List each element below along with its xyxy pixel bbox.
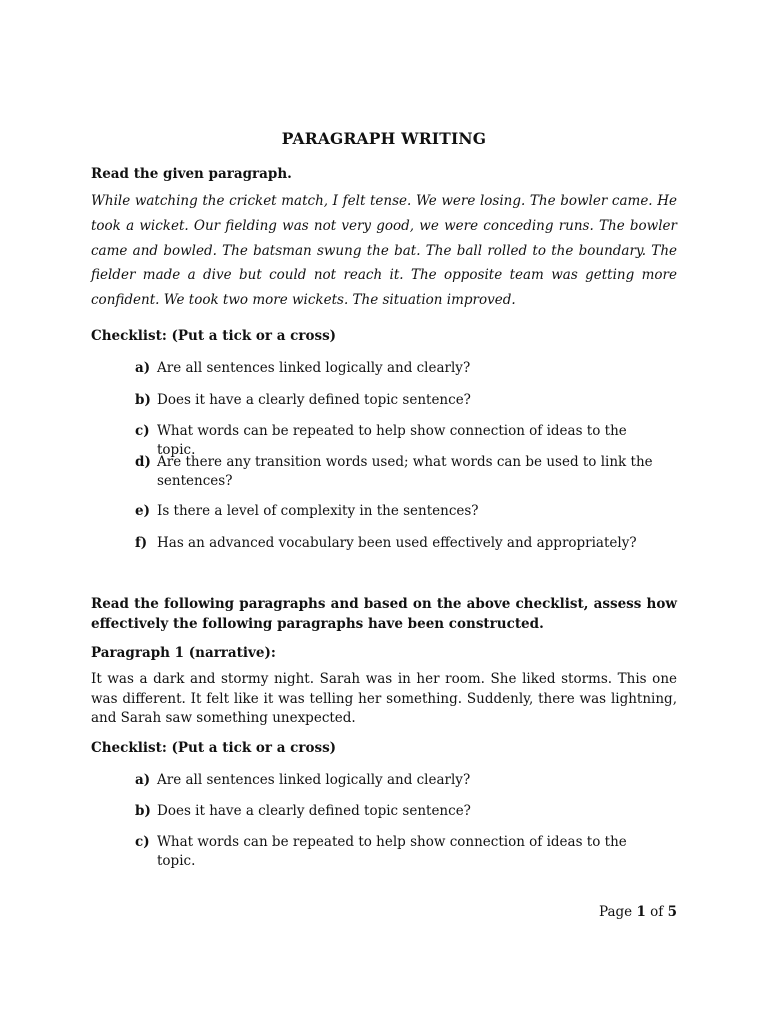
- list-marker: b): [135, 803, 151, 819]
- page-total: 5: [667, 904, 677, 920]
- list-item-text: What words can be repeated to help show connection of ideas to the topic.: [157, 423, 627, 458]
- list-item-text: Are all sentences linked logically and clearly?: [157, 772, 471, 788]
- list-item-text: Does it have a clearly defined topic sentence?: [157, 803, 471, 819]
- paragraph-1-text: It was a dark and stormy night. Sarah was in her room. She liked storms. This one was different. It felt like it was telling her something. Suddenly, there was lightning, and Sarah saw something unexpected.: [91, 671, 677, 726]
- page-number: [599, 904, 677, 920]
- list-item-text: Are there any transition words used; what words can be used to link the sentences?: [157, 454, 653, 489]
- cricket-paragraph: While watching the cricket match, I felt tense. We were losing. The bowler came. He took a wicket. Our fielding was not very good, we were conceding runs. The bowler came and bowled. The batsman swung the bat. The ball rolled to the boundary. The fielder made a dive but could not reach it. The opposite team was getting more confident. We took two more wickets. The situation improved.: [91, 193, 677, 309]
- paragraph-1-heading: Paragraph 1 (narrative):: [91, 645, 276, 661]
- page-title: PARAGRAPH WRITING: [281, 129, 487, 148]
- list-marker: b): [135, 392, 151, 408]
- assessment-instruction: Read the following paragraphs and based on the above checklist, assess how effectively the following paragraphs have been constructed.: [91, 596, 677, 632]
- page-of: of: [650, 904, 664, 920]
- page-current: 1: [636, 904, 646, 920]
- list-marker: f): [135, 535, 148, 551]
- checklist-heading: Checklist: (Put a tick or a cross): [91, 328, 337, 344]
- list-marker: a): [135, 360, 151, 376]
- list-item-text: Are all sentences linked logically and clearly?: [157, 360, 471, 376]
- list-item-text: What words can be repeated to help show connection of ideas to the topic.: [157, 834, 627, 869]
- list-marker: d): [135, 454, 151, 470]
- list-marker: c): [135, 423, 150, 439]
- list-item-text: Has an advanced vocabulary been used effectively and appropriately?: [157, 535, 637, 551]
- section-heading-read: Read the given paragraph.: [91, 166, 292, 182]
- list-item-text: Does it have a clearly defined topic sentence?: [157, 392, 471, 408]
- list-marker: c): [135, 834, 150, 850]
- checklist-heading: Checklist: (Put a tick or a cross): [91, 740, 337, 756]
- page-label: Page: [599, 904, 633, 920]
- list-item-text: Is there a level of complexity in the sentences?: [157, 503, 479, 519]
- list-marker: a): [135, 772, 151, 788]
- list-marker: e): [135, 503, 150, 519]
